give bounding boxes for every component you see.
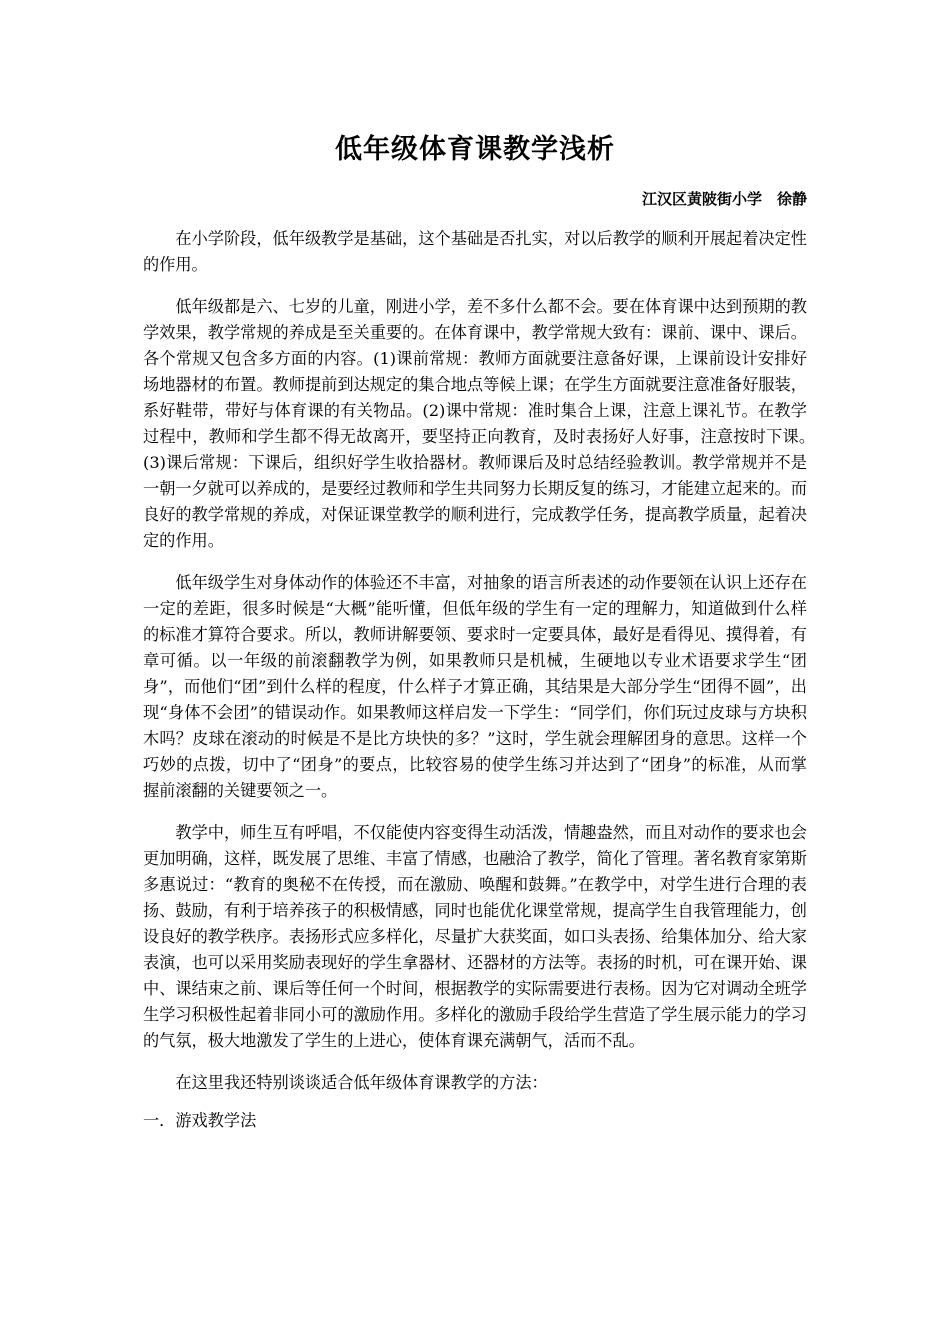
author-line: 江汉区黄陂街小学 徐静	[641, 190, 807, 208]
document-body	[143, 226, 824, 1134]
document-title: 低年级体育课教学浅析	[335, 134, 615, 165]
paragraph-methods-intro: 在这里我还特别谈谈适合低年级体育课教学的方法：	[175, 1073, 548, 1092]
section-heading-game-method: 一．游戏教学法	[143, 1111, 257, 1130]
paragraph-explanation: 低年级学生对身体动作的体验还不丰富，对抽象的语言所表述的动作要领在认识上还存在一定的差距，很多时候是“大概”能听懂，但低年级的学生有一定的理解力，知道做到什么样的标准才算符合要求。所以，教师讲解要领、要求时一定要具体，最好是看得见、摸得着，有章可循。以一年级的前滚翻教学为例，如果教师只是机械，生硬地以专业术语要求学生“团身”，而他们“团”到什么样的程度，什么样子才算正确，其结果是大部分学生“团得不圆”，出现“身体不会团”的错误动作。如果教师这样启发一下学生：“同学们，你们玩过皮球与方块积木吗？皮球在滚动的时候是不是比方块快的多？”这时，学生就会理解团身的意思。这样一个巧妙的点拨，切中了“团身”的要点，比较容易的使学生练习并达到了“团身”的标准，从而掌握前滚翻的关键要领之一。	[143, 573, 807, 800]
paragraph-encouragement: 教学中，师生互有呼唱，不仅能使内容变得生动活泼，情趣盎然，而且对动作的要求也会更加明确，这样，既发展了思维、丰富了情感，也融洽了教学，简化了管理。著名教育家第斯多惠说过：“教育的奥秘不在传授，而在激励、唤醒和鼓舞。”在教学中，对学生进行合理的表扬、鼓励，有利于培养孩子的积极情感，同时也能优化课堂常规，提高学生自我管理能力，创设良好的教学秩序。表扬形式应多样化，尽量扩大获奖面，如口头表扬、给集体加分、给大家表演，也可以采用奖励表现好的学生拿器材、还器材的方法等。表扬的时机，可在课开始、课中、课结束之前、课后等任何一个时间，根据教学的实际需要进行表杨。因为它对调动全班学生学习积极性起着非同小可的激励作用。多样化的激励手段给学生营造了学生展示能力的学习的气氛，极大地激发了学生的上进心，使体育课充满朝气，活而不乱。	[143, 823, 807, 1050]
paragraph-intro: 在小学阶段，低年级教学是基础，这个基础是否扎实，对以后教学的顺利开展起着决定性的作用。	[143, 229, 807, 274]
paragraph-routines: 低年级都是六、七岁的儿童，刚进小学，差不多什么都不会。要在体育课中达到预期的教学效果，教学常规的养成是至关重要的。在体育课中，教学常规大致有：课前、课中、课后。各个常规又包含多方面的内容。(1)课前常规：教师方面就要注意备好课，上课前设计安排好场地器材的布置。教师提前到达规定的集合地点等候上课；在学生方面就要注意准备好服装，系好鞋带，带好与体育课的有关物品。(2)课中常规：准时集合上课，注意上课礼节。在教学过程中，教师和学生都不得无故离开，要坚持正向教育，及时表扬好人好事，注意按时下课。 (3)课后常规：下课后，组织好学生收拾器材。教师课后及时总结经验教训。教学常规并不是一朝一夕就可以养成的，是要经过教师和学生共同努力长期反复的练习，才能建立起来的。而良好的教学常规的养成，对保证课堂教学的顺利进行，完成教学任务，提高教学质量，起着决定的作用。	[143, 297, 824, 550]
